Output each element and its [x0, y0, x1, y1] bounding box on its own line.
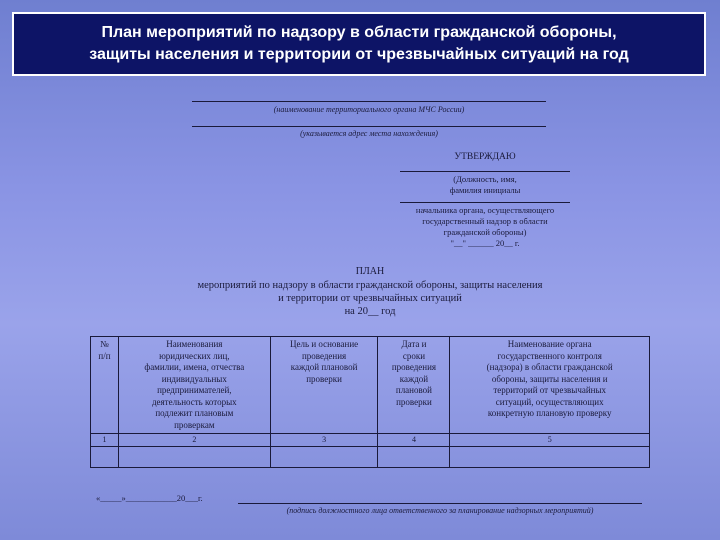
- approve-line-2: фамилия инициалы: [449, 185, 521, 195]
- plan-title-line-3: на 20__ год: [344, 306, 396, 317]
- header-cell-purpose: Цель и основание проведения каждой плановой проверки: [270, 337, 378, 434]
- approve-signature-line: [400, 163, 570, 172]
- approve-line-5: гражданской обороны): [443, 227, 527, 237]
- approve-line-4: государственный надзор в области: [422, 216, 548, 226]
- org-name-line: [192, 101, 546, 102]
- column-number-4: 4: [378, 434, 450, 447]
- header-cell-dates: Дата и сроки проведения каждой плановой проверки: [378, 337, 450, 434]
- table-header-row: [91, 337, 650, 434]
- plan-table: [90, 336, 650, 468]
- address-caption: (указывается адрес места нахождения): [300, 129, 438, 138]
- header-cell-number: № п/п: [91, 337, 119, 434]
- plan-title-line-1: мероприятий по надзору в области гражданской обороны, защиты населения: [197, 280, 543, 291]
- slide-title-line-2: защиты населения и территории от чрезвычайных ситуаций на год: [89, 46, 629, 63]
- plan-title-line-2: и территории от чрезвычайных ситуаций: [278, 293, 462, 304]
- approve-block: [395, 152, 575, 249]
- approve-line-3: начальника органа, осуществляющего: [415, 205, 555, 215]
- column-number-1: 1: [91, 434, 119, 447]
- header-cell-entities: Наименования юридических лиц, фамилии, имена, отчества индивидуальных предпринимателей, деятельность которых подлежит плановым проверкам: [118, 337, 270, 434]
- column-number-2: 2: [118, 434, 270, 447]
- slide-title-box: [12, 12, 706, 76]
- table-empty-row: [91, 447, 650, 468]
- table-number-row: [91, 434, 650, 447]
- plan-word: ПЛАН: [355, 266, 385, 277]
- approve-date: "__" ______ 20__ г.: [450, 238, 520, 248]
- header-cell-authority: Наименование органа государственного контроля (надзора) в области гражданской обороны, защиты населения и территорий от чрезвычайных ситуаций, осуществляющих конкретную плановую проверку: [450, 337, 650, 434]
- approve-name-line: [400, 196, 570, 203]
- org-name-caption: (наименование территориального органа МЧС России): [273, 105, 465, 114]
- approve-line-1: (Должность, имя,: [453, 174, 517, 184]
- footer-date: «_____»____________20___г.: [96, 493, 203, 503]
- footer-signature-line: [238, 503, 642, 504]
- approve-heading: УТВЕРЖДАЮ: [454, 152, 516, 162]
- column-number-3: 3: [270, 434, 378, 447]
- footer-caption: (подпись должностного лица ответственного за планирование надзорных мероприятий): [286, 506, 594, 515]
- column-number-5: 5: [450, 434, 650, 447]
- address-line: [192, 126, 546, 127]
- slide-title-line-1: План мероприятий по надзору в области гражданской обороны,: [101, 24, 617, 41]
- form-document: [0, 86, 720, 540]
